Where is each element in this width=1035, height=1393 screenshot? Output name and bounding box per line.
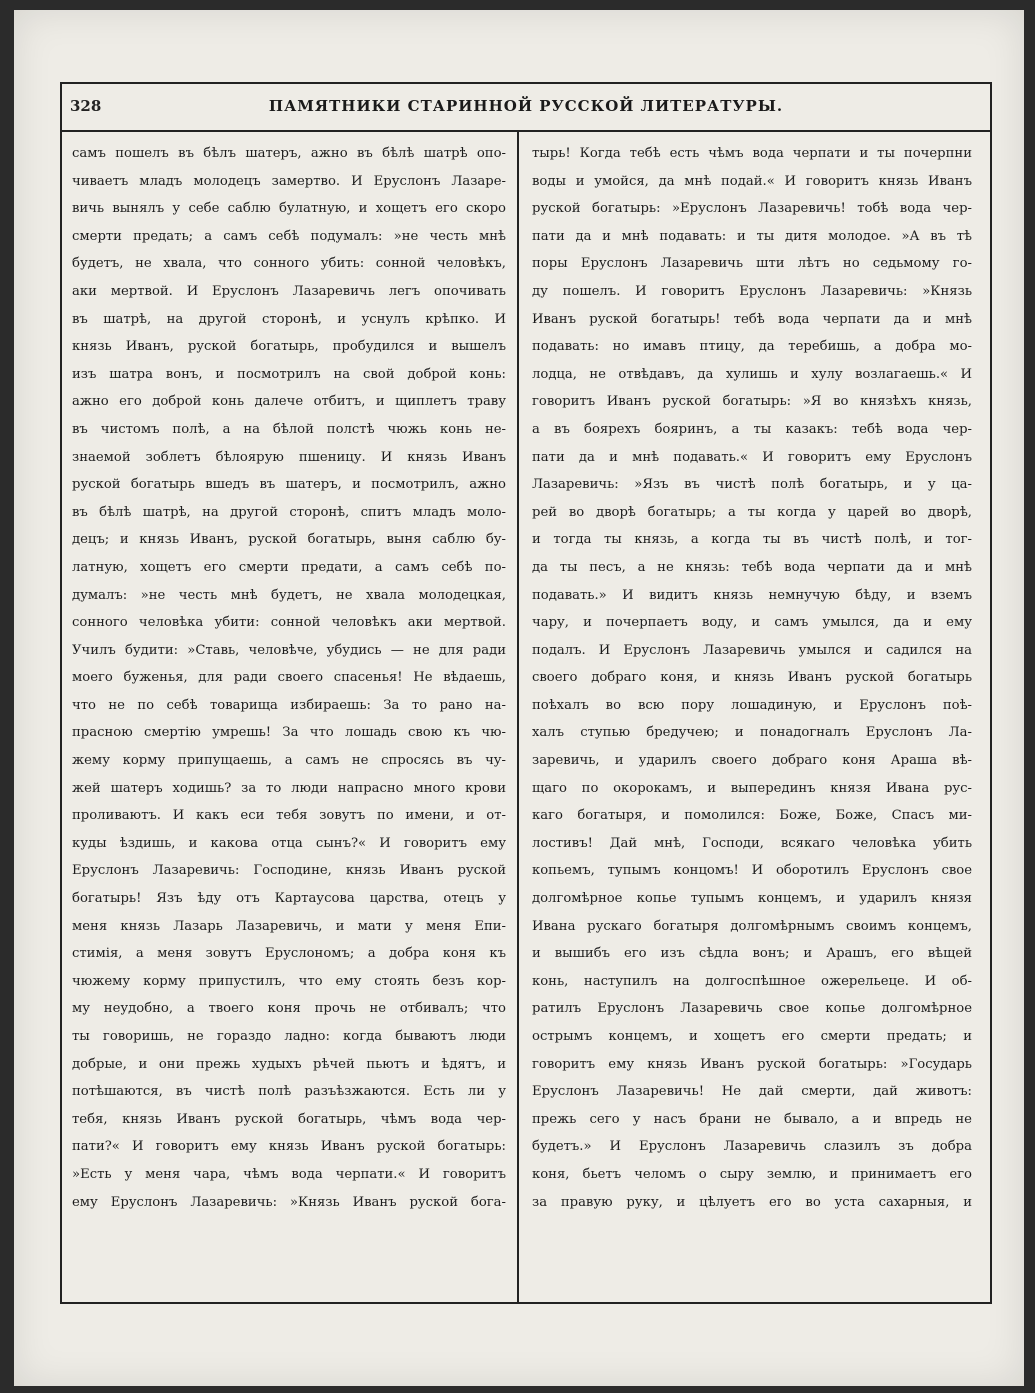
text-line: ратилъ Еруслонъ Лазаревичь свое копье долгомѣрное	[532, 1001, 972, 1017]
text-line: подалъ. И Еруслонъ Лазаревичь умылся и садился на	[532, 642, 972, 658]
text-line: щаго по окорокамъ, и выперединъ князя Ивана рус-	[532, 780, 972, 796]
text-line: въ бѣлѣ шатрѣ, на другой сторонѣ, спитъ младъ моло-	[72, 504, 506, 520]
text-line: чиваетъ младъ молодецъ замертво. И Еруслонъ Лазаре-	[72, 173, 506, 189]
left-column	[72, 140, 506, 1294]
text-line: князь Иванъ, руской богатырь, пробудился и вышелъ	[72, 339, 506, 355]
text-line: поѣхалъ во всю пору лошадиную, и Еруслонъ поѣ-	[532, 697, 972, 713]
text-line: му неудобно, а твоего коня прочь не отбивалъ; что	[72, 1001, 506, 1017]
text-line: аки мертвой. И Еруслонъ Лазаревичь легъ опочивать	[72, 283, 506, 299]
text-line: куды ѣздишь, и какова отца сынъ?« И говоритъ ему	[72, 835, 506, 851]
text-line: конь, наступилъ на долгоспѣшное ожерельеце. И об-	[532, 973, 972, 989]
text-line: проливаютъ. И какъ еси тебя зовутъ по имени, и от-	[72, 808, 506, 824]
text-line: подавать.» И видитъ князь немнучую бѣду, и вземъ	[532, 587, 972, 603]
text-line: смерти предать; а самъ себѣ подумалъ: »не честь мнѣ	[72, 228, 506, 244]
text-line: пати да и мнѣ подавать: и ты дитя молодое. »А въ тѣ	[532, 228, 972, 244]
text-line: руской богатырь: »Еруслонъ Лазаревичь! тобѣ вода чер-	[532, 201, 972, 217]
text-line: за правую руку, и цѣлуетъ его во уста сахарныя, и	[532, 1194, 972, 1210]
text-line: тебя, князь Иванъ руской богатырь, чѣмъ вода чер-	[72, 1111, 506, 1127]
text-line: Еруслонъ Лазаревичь! Не дай смерти, дай животъ:	[532, 1084, 972, 1100]
text-line: острымъ концемъ, и хощетъ его смерти предать; и	[532, 1029, 972, 1044]
text-line: Иванъ руской богатырь! тебѣ вода черпати да и мнѣ	[532, 311, 972, 327]
text-line: поры Еруслонъ Лазаревичь шти лѣтъ но седьмому го-	[532, 256, 972, 272]
text-line: подавать: но имавъ птицу, да теребишь, а добра мо-	[532, 339, 972, 355]
right-column	[532, 140, 972, 1294]
text-line: ему Еруслонъ Лазаревичь: »Князь Иванъ руской бога-	[72, 1194, 506, 1210]
text-line: ду пошелъ. И говоритъ Еруслонъ Лазаревичь: »Князь	[532, 283, 972, 299]
text-line: самъ пошелъ въ бѣлъ шатеръ, ажно въ бѣлѣ шатрѣ опо-	[72, 146, 506, 161]
text-line: Еруслонъ Лазаревичь: Господине, князь Иванъ руской	[72, 863, 506, 879]
text-line: заревичь, и ударилъ своего добраго коня Араша вѣ-	[532, 753, 972, 769]
text-line: говоритъ Иванъ руской богатырь: »Я во князѣхъ князь,	[532, 394, 972, 410]
text-line: говоритъ ему князь Иванъ руской богатырь: »Государь	[532, 1056, 972, 1072]
text-line: Училъ будити: »Ставь, человѣче, убудись — не для ради	[72, 642, 506, 658]
text-line: »Есть у меня чара, чѣмъ вода черпати.« И говоритъ	[72, 1166, 506, 1182]
text-line: будетъ.» И Еруслонъ Лазаревичь слазилъ зъ добра	[532, 1139, 972, 1155]
text-line: моего буженья, для ради своего спасенья! Не вѣдаешь,	[72, 670, 506, 686]
text-line: Лазаревичь: »Язъ въ чистѣ полѣ богатырь, и у ца-	[532, 477, 972, 493]
text-line: и вышибъ его изъ сѣдла вонъ; и Арашъ, его вѣщей	[532, 946, 972, 962]
text-line: халъ ступью бредучею; и понадогналъ Еруслонъ Ла-	[532, 725, 972, 741]
text-line: стимія, а меня зовутъ Еруслономъ; а добра коня къ	[72, 946, 506, 962]
text-line: въ шатрѣ, на другой сторонѣ, и уснулъ крѣпко. И	[72, 311, 506, 327]
text-line: будетъ, не хвала, что сонного убить: сонной человѣкъ,	[72, 256, 506, 272]
text-line: долгомѣрное копье тупымъ концемъ, и ударилъ князя	[532, 891, 972, 907]
text-line: руской богатырь вшедъ въ шатеръ, и посмотрилъ, ажно	[72, 477, 506, 493]
text-line: Ивана рускаго богатыря долгомѣрнымъ своимъ концемъ,	[532, 918, 972, 934]
text-line: богатырь! Язъ ѣду отъ Картаусова царства, отецъ у	[72, 891, 506, 907]
text-line: копьемъ, тупымъ концомъ! И оборотилъ Еруслонъ свое	[532, 863, 972, 879]
text-line: сонного человѣка убити: сонной человѣкъ аки мертвой.	[72, 615, 506, 631]
text-line: жей шатеръ ходишь? за то люди напрасно много крови	[72, 780, 506, 796]
text-line: ажно его доброй конь далече отбитъ, и щиплетъ траву	[72, 394, 506, 410]
text-line: знаемой зоблетъ бѣлоярую пшеницу. И князь Иванъ	[72, 449, 506, 465]
text-line: чару, и почерпаетъ воду, и самъ умылся, да и ему	[532, 615, 972, 631]
text-frame	[60, 82, 992, 1304]
book-page	[14, 10, 1024, 1386]
text-line: воды и умойся, да мнѣ подай.« И говоритъ князь Иванъ	[532, 173, 972, 189]
text-line: коня, бьетъ челомъ о сыру землю, и принимаетъ его	[532, 1166, 972, 1182]
page-header	[62, 84, 990, 132]
text-line: жему корму припущаешь, а самъ не спросясь въ чу-	[72, 753, 506, 769]
text-line: лостивъ! Дай мнѣ, Господи, всякаго человѣка убить	[532, 835, 972, 851]
page-number: 328	[70, 97, 102, 115]
text-line: и тогда ты князь, а когда ты въ чистѣ полѣ, и тог-	[532, 532, 972, 548]
text-line: вичь вынялъ у себе саблю булатную, и хощетъ его скоро	[72, 201, 506, 217]
running-title: ПАМЯТНИКИ СТАРИННОЙ РУССКОЙ ЛИТЕРАТУРЫ.	[268, 97, 784, 115]
text-line: рей во дворѣ богатырь; а ты когда у царей во дворѣ,	[532, 504, 972, 520]
text-line: прасною смертію умрешь! За что лошадь свою къ чю-	[72, 725, 506, 741]
text-line: меня князь Лазарь Лазаревичь, и мати у меня Епи-	[72, 918, 506, 934]
text-line: въ чистомъ полѣ, а на бѣлой полстѣ чюжь конь не-	[72, 421, 506, 437]
text-line: ты говоришь, не гораздо ладно: когда бываютъ люди	[72, 1029, 506, 1044]
text-line: пати?« И говоритъ ему князь Иванъ руской богатырь:	[72, 1139, 506, 1155]
text-line: тырь! Когда тебѣ есть чѣмъ вода черпати и ты почерпни	[532, 146, 972, 161]
text-line: децъ; и князь Иванъ, руской богатырь, выня саблю бу-	[72, 532, 506, 548]
text-line: изъ шатра вонъ, и посмотрилъ на свой доброй конь:	[72, 366, 506, 382]
text-line: каго богатыря, и помолился: Боже, Боже, Спасъ ми-	[532, 808, 972, 824]
text-line: что не по себѣ товарища избираешь: За то рано на-	[72, 697, 506, 713]
text-line: латную, хощетъ его смерти предати, а самъ себѣ по-	[72, 559, 506, 575]
text-line: думалъ: »не честь мнѣ будетъ, не хвала молодецкая,	[72, 587, 506, 603]
text-line: лодца, не отвѣдавъ, да хулишь и хулу возлагаешь.« И	[532, 366, 972, 382]
column-divider	[517, 130, 519, 1302]
text-line: да ты песъ, а не князь: тебѣ вода черпати да и мнѣ	[532, 559, 972, 575]
text-line: а въ бояреxъ бояринъ, а ты казакъ: тебѣ вода чер-	[532, 421, 972, 437]
text-line: своего добраго коня, и князь Иванъ руской богатырь	[532, 670, 972, 686]
text-line: потѣшаются, въ чистѣ полѣ разъѣзжаются. Есть ли у	[72, 1084, 506, 1100]
text-line: прежь сего у насъ брани не бывало, а и впредь не	[532, 1111, 972, 1127]
text-line: добрые, и они прежь худыхъ рѣчей пьютъ и ѣдятъ, и	[72, 1056, 506, 1072]
text-line: чюжему корму припустилъ, что ему стоять безъ кор-	[72, 973, 506, 989]
text-line: пати да и мнѣ подавать.« И говоритъ ему Еруслонъ	[532, 449, 972, 465]
